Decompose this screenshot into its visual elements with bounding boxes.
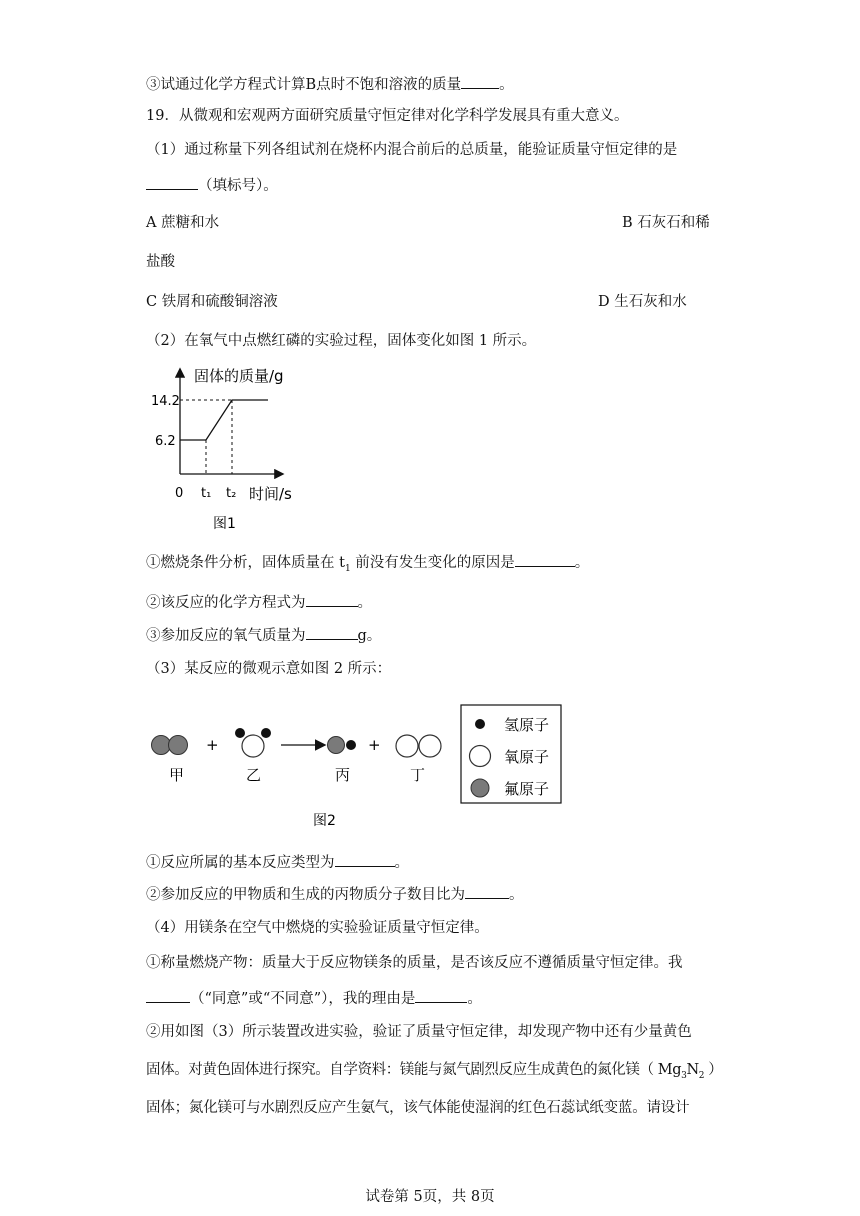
- figure-1-ylabel: 固体的质量/g: [194, 367, 284, 385]
- plus-sign: +: [206, 736, 219, 754]
- answer-blank[interactable]: [415, 988, 467, 1003]
- figure-1-y-low: 6.2: [155, 434, 176, 449]
- q19-part1-line2: （填标号）。: [146, 175, 278, 196]
- option-b: B 石灰石和稀: [622, 215, 710, 231]
- q19-part4-item1-line1: ①称量燃烧产物：质量大于反应物镁条的质量，是否该反应不遵循质量守恒定律。我: [146, 955, 683, 971]
- q19-part1-line1: （1）通过称量下列各组试剂在烧杯内混合前后的总质量，能验证质量守恒定律的是: [146, 142, 678, 158]
- figure-2-diagram: [146, 700, 571, 835]
- label-ding: 丁: [410, 766, 426, 784]
- q19-part4-item2-line2: 固体。对黄色固体进行探究。自学资料：镁能与氮气剧烈反应生成黄色的氮化镁（ $Mg_3N_2$ ）: [146, 1062, 723, 1081]
- q19-part4-item2-line3: 固体；氮化镁可与水剧烈反应产生氨气，该气体能使湿润的红色石蕊试纸变蓝。请设计: [146, 1100, 690, 1116]
- answer-blank[interactable]: [146, 175, 198, 190]
- label-bing: 丙: [335, 766, 351, 784]
- plus-sign: +: [368, 736, 381, 754]
- q19-part2-intro: （2）在氧气中点燃红磷的实验过程，固体变化如图 1 所示。: [146, 333, 537, 349]
- option-d: D 生石灰和水: [598, 294, 687, 310]
- q19-title: 19．从微观和宏观两方面研究质量守恒定律对化学科学发展具有重大意义。: [146, 108, 629, 124]
- figure-2-caption: 图2: [313, 813, 336, 829]
- q19-part3-intro: （3）某反应的微观示意如图 2 所示：: [146, 661, 392, 677]
- figure-1-caption: 图1: [213, 516, 236, 532]
- q19-part4-item1-line2: （“同意”或“不同意”），我的理由是 。: [146, 988, 482, 1009]
- figure-1-t1: t₁: [201, 486, 212, 501]
- answer-blank[interactable]: [465, 884, 509, 899]
- option-a: A 蔗糖和水: [146, 215, 220, 231]
- option-b-cont: 盐酸: [146, 254, 175, 270]
- figure-1-graph: [146, 360, 316, 535]
- answer-blank[interactable]: [306, 625, 358, 640]
- answer-blank[interactable]: [306, 592, 358, 607]
- legend-oxygen: 氧原子: [504, 748, 550, 766]
- figure-1-y-high: 14.2: [151, 394, 180, 409]
- legend-fluorine: 氟原子: [504, 780, 550, 798]
- legend-hydrogen: 氢原子: [504, 716, 550, 734]
- option-c: C 铁屑和硫酸铜溶液: [146, 294, 278, 310]
- figure-1-xlabel: 时间/s: [249, 485, 292, 503]
- figure-1-origin: 0: [175, 486, 184, 501]
- answer-blank[interactable]: [146, 988, 190, 1003]
- q19-part4-intro: （4）用镁条在空气中燃烧的实验验证质量守恒定律。: [146, 920, 489, 936]
- q18-item3: ③试通过化学方程式计算B点时不饱和溶液的质量 。: [146, 74, 514, 95]
- q19-part3-item1: ①反应所属的基本反应类型为 。: [146, 852, 409, 873]
- q19-part3-item2: ②参加反应的甲物质和生成的丙物质分子数目比为 。: [146, 884, 524, 905]
- q19-part2-item2: ②该反应的化学方程式为 。: [146, 592, 372, 613]
- answer-blank[interactable]: [515, 552, 575, 567]
- answer-blank[interactable]: [461, 74, 499, 89]
- q19-part4-item2-line1: ②用如图（3）所示装置改进实验，验证了质量守恒定律，却发现产物中还有少量黄色: [146, 1024, 692, 1040]
- label-yi: 乙: [246, 766, 262, 784]
- page-footer: 试卷第 5页，共 8页: [365, 1189, 495, 1205]
- figure-1-t2: t₂: [226, 486, 237, 501]
- label-jia: 甲: [169, 766, 185, 784]
- q19-part2-item1: ①燃烧条件分析，固体质量在 $t_1$ 前没有发生变化的原因是 。: [146, 552, 589, 579]
- q19-part2-item3: ③参加反应的氧气质量为 g。: [146, 625, 381, 646]
- answer-blank[interactable]: [335, 852, 395, 867]
